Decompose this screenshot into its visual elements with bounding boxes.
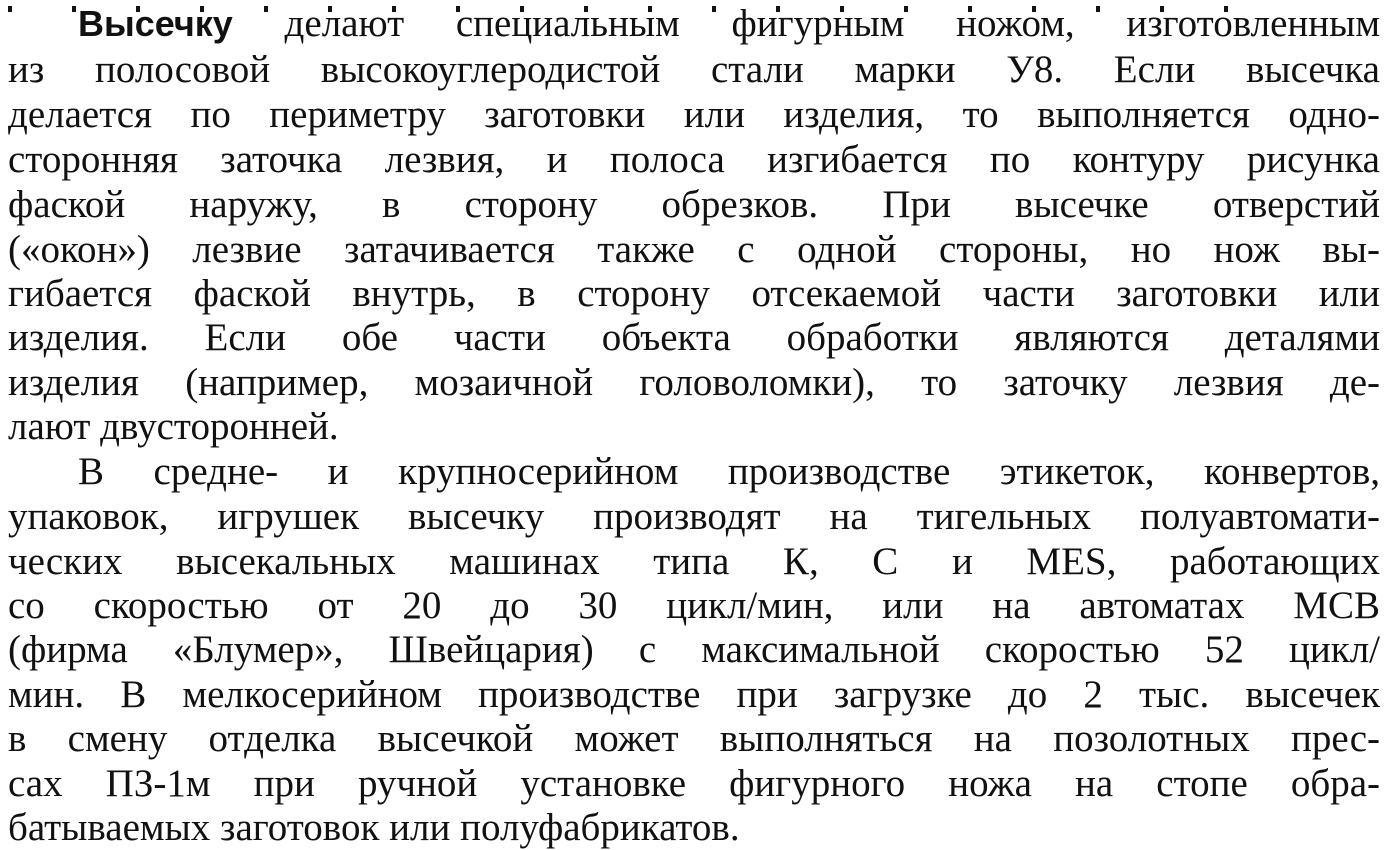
- paragraph-line: со скоростью от 20 до 30 цикл/мин, или на автоматах МСВ: [8, 584, 1380, 627]
- paragraph-line: упаковок, игрушек высечку производят на тигельных полуавтомати-: [8, 495, 1380, 538]
- paragraph-line: сторонняя заточка лезвия, и полоса изгибается по контуру рисунка: [8, 138, 1380, 181]
- document-page: [8, 0, 1380, 850]
- paragraph-line: из полосовой высокоуглеродистой стали марки У8. Если высечка: [8, 48, 1380, 91]
- paragraph-line: в смену отделка высечкой может выполняться на позолотных прес-: [8, 717, 1380, 760]
- paragraph-line: делается по периметру заготовки или изделия, то выполняется одно-: [8, 93, 1380, 136]
- paragraph-line: лают двусторонней.: [8, 405, 339, 448]
- paragraph-line: батываемых заготовок или полуфабрикатов.: [8, 806, 740, 849]
- paragraph-line: фаской наружу, в сторону обрезков. При высечке отверстий: [8, 183, 1380, 226]
- paragraph-line: ческих высекальных машинах типа К, С и MES, работающих: [8, 540, 1380, 583]
- paragraph-line: Высечку делают специальным фигурным ножом, изготовленным: [78, 2, 1380, 45]
- paragraph-line: («окон») лезвие затачивается также с одной стороны, но нож вы-: [8, 228, 1380, 271]
- paragraph-line: сах ПЗ-1м при ручной установке фигурного ножа на стопе обра-: [8, 762, 1380, 805]
- paragraph-line: (фирма «Блумер», Швейцария) с максимальной скоростью 52 цикл/: [8, 628, 1380, 671]
- paragraph-line: гибается фаской внутрь, в сторону отсекаемой части заготовки или: [8, 272, 1380, 315]
- lead-term: Высечку: [78, 3, 233, 44]
- paragraph-line: изделия. Если обе части объекта обработки являются деталями: [8, 316, 1380, 359]
- paragraph-line: мин. В мелкосерийном производстве при загрузке до 2 тыс. высечек: [8, 673, 1380, 716]
- paragraph-line: изделия (например, мозаичной головоломки), то заточку лезвия де-: [8, 361, 1380, 404]
- paragraph-line: В средне- и крупносерийном производстве этикеток, конвертов,: [78, 450, 1380, 493]
